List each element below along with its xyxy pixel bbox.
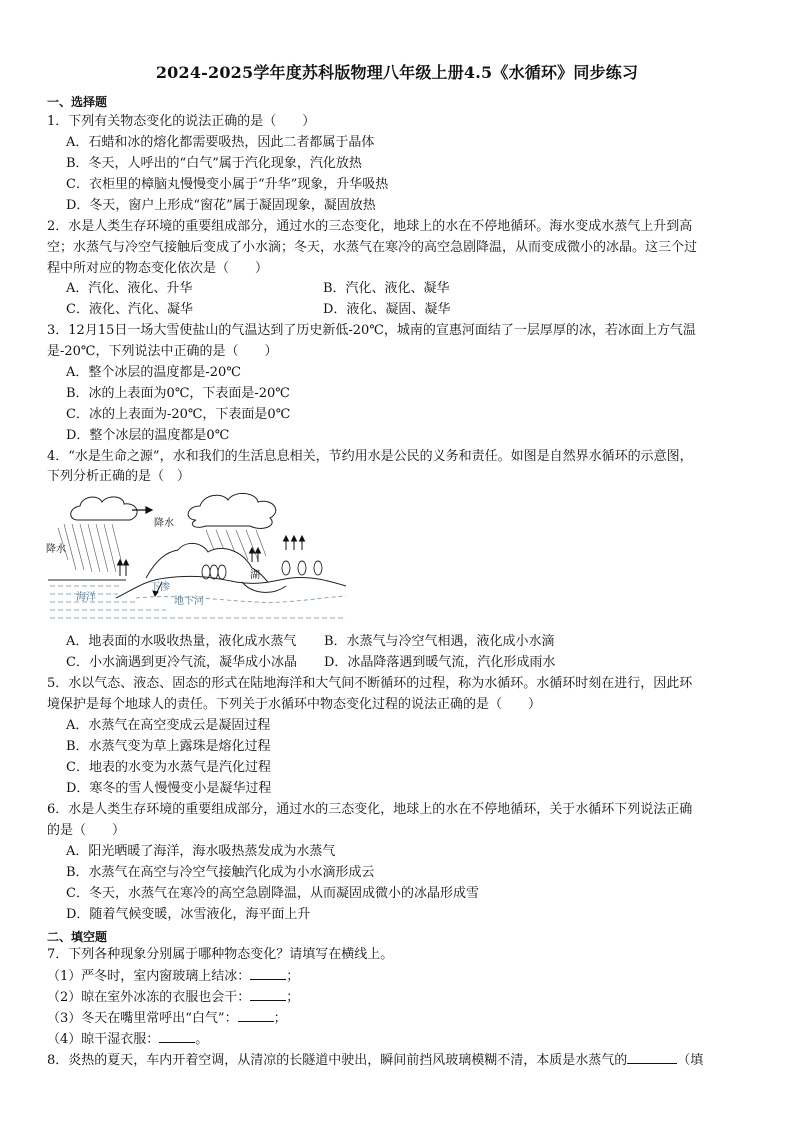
q7-item-1-end: ； [286,969,300,984]
q4-option-d: D．冰晶降落遇到暖气流，汽化形成雨水 [324,655,556,670]
q1-stem: 1．下列有关物态变化的说法正确的是（ ） [47,114,316,129]
q7-blank-4[interactable] [159,1030,195,1043]
q3-option-a: A．整个冰层的温度都是-20℃ [66,365,241,380]
q6-option-d: D．随着气候变暖，冰雪液化，海平面上升 [66,907,311,922]
q6-stem-line2: 的是（ ） [47,823,126,838]
q1-option-d: D．冬天，窗户上形成“窗花”属于凝固现象，凝固放热 [66,198,376,213]
q5-option-b: B．水蒸气变为草上露珠是熔化过程 [66,739,271,754]
q3-option-b: B．冰的上表面为0℃，下表面是-20℃ [66,386,290,401]
q7-item-2-end: ； [286,990,300,1005]
q8-blank[interactable] [627,1051,677,1064]
q7-item-2-text: （2）晾在室外冰冻的衣服也会干： [47,990,251,1005]
q5-stem-line1: 5．水以气态、液态、固态的形式在陆地海洋和大气间不断循环的过程，称为水循环。水循环时刻在进行，因此环 [47,676,693,691]
q7-stem: 7．下列各种现象分别属于哪种物态变化？请填写在横线上。 [47,947,394,962]
rain-left [58,524,122,572]
q7-blank-1[interactable] [250,967,286,980]
label-rain-left: 降水 [46,544,66,555]
q2-option-a: A．汽化、液化、升华 [66,281,193,296]
q2-option-d: D．液化、凝固、凝华 [323,302,451,317]
q2-stem-line3: 程中所对应的物态变化依次是（ ） [47,261,269,276]
q6-option-c: C．冬天，水蒸气在寒冷的高空急剧降温，从而凝固成微小的冰晶形成雪 [66,886,479,901]
q7-item-3-text: （3）冬天在嘴里常呼出“白气”： [47,1011,238,1026]
cloud-right [188,493,276,528]
q2-option-b: B．汽化、液化、凝华 [323,281,450,296]
q7-item-3-end: ； [273,1011,287,1026]
q3-option-c: C．冰的上表面为-20℃，下表面是0℃ [66,407,291,422]
water-cycle-figure [46,490,351,625]
q7-item-2 [47,988,299,1007]
q7-item-4 [47,1030,208,1049]
section-heading-choice: 一、选择题 [47,95,108,109]
q8-tail: （填 [677,1053,704,1068]
underground-river [136,596,346,602]
label-rain-top: 降水 [154,518,174,529]
q3-stem-line1: 3．12月15日一场大雪使盐山的气温达到了历史新低-20℃，城南的宣惠河面结了一层厚厚的冰，若冰面上方气温 [47,323,696,338]
q6-option-b: B．水蒸气在高空与冷空气接触汽化成为小水滴形成云 [66,865,375,880]
q5-stem-line2: 境保护是每个地球人的责任。下列关于水循环中物态变化过程的说法正确的是（ ） [47,697,542,712]
q3-stem-line2: 是-20℃，下列说法中正确的是（ ） [47,344,278,359]
q5-option-d: D．寒冬的雪人慢慢变小是凝华过程 [66,781,272,796]
label-ocean: 海洋 [76,592,96,603]
q4-option-c: C．小水滴遇到更冷气流，凝华成小冰晶 [66,655,297,670]
q1-option-a: A．石蜡和冰的熔化都需要吸热，因此二者都属于晶体 [66,135,375,150]
label-seepage: 下渗 [150,582,170,593]
q2-stem-line2: 空；水蒸气与冷空气接触后变成了小水滴；冬天，水蒸气在寒冷的高空急剧降温，从而变成微小的冰晶。这三个过 [47,240,698,255]
q5-option-c: C．地表的水变为水蒸气是汽化过程 [66,760,271,775]
q8-stem [47,1051,703,1070]
q7-blank-2[interactable] [250,988,286,1001]
q2-option-c: C．液化、汽化、凝华 [66,302,193,317]
q5-option-a: A．水蒸气在高空变成云是凝固过程 [66,718,271,733]
cloud-left [71,497,137,520]
q7-item-4-text: （4）晾干湿衣服： [47,1032,160,1047]
label-lake: 湖 [250,570,260,581]
q4-option-a: A．地表面的水吸收热量，液化成水蒸气 [66,634,297,649]
page-title: 2024-2025学年度苏科版物理八年级上册4.5《水循环》同步练习 [155,63,639,82]
q3-option-d: D．整个冰层的温度都是0℃ [66,428,230,443]
q7-item-1 [47,967,299,986]
q7-blank-3[interactable] [238,1009,274,1022]
label-underground-river: 地下河 [174,596,204,607]
q7-item-1-text: （1）严冬时，室内窗玻璃上结冰： [47,969,251,984]
q7-item-4-end: 。 [195,1032,209,1047]
q1-option-c: C．衣柜里的樟脑丸慢慢变小属于“升华”现象，升华吸热 [66,177,389,192]
q1-option-b: B．冬天，人呼出的“白气”属于汽化现象，汽化放热 [66,156,362,171]
q7-item-3 [47,1009,287,1028]
section-heading-fill: 二、填空题 [47,930,108,944]
q4-stem-line1: 4．“水是生命之源”，水和我们的生活息息相关，节约用水是公民的义务和责任。如图是自然界水循环的示意图， [47,449,693,464]
q6-option-a: A．阳光晒暖了海洋，海水吸热蒸发成为水蒸气 [66,844,336,859]
q4-option-b: B．水蒸气与冷空气相遇，液化成小水滴 [324,634,555,649]
q4-stem-line2: 下列分析正确的是（ ） [47,469,191,484]
wind-arrow [132,507,152,513]
q2-stem-line1: 2．水是人类生存环境的重要组成部分，通过水的三态变化，地球上的水在不停地循环。海水变成水蒸气上升到高 [47,219,693,234]
q8-text: 8．炎热的夏天，车内开着空调，从清凉的长隧道中驶出，瞬间前挡风玻璃模糊不清，本质是水蒸气的 [47,1053,628,1068]
q6-stem-line1: 6．水是人类生存环境的重要组成部分，通过水的三态变化，地球上的水在不停地循环，关于水循环下列说法正确 [47,802,693,817]
